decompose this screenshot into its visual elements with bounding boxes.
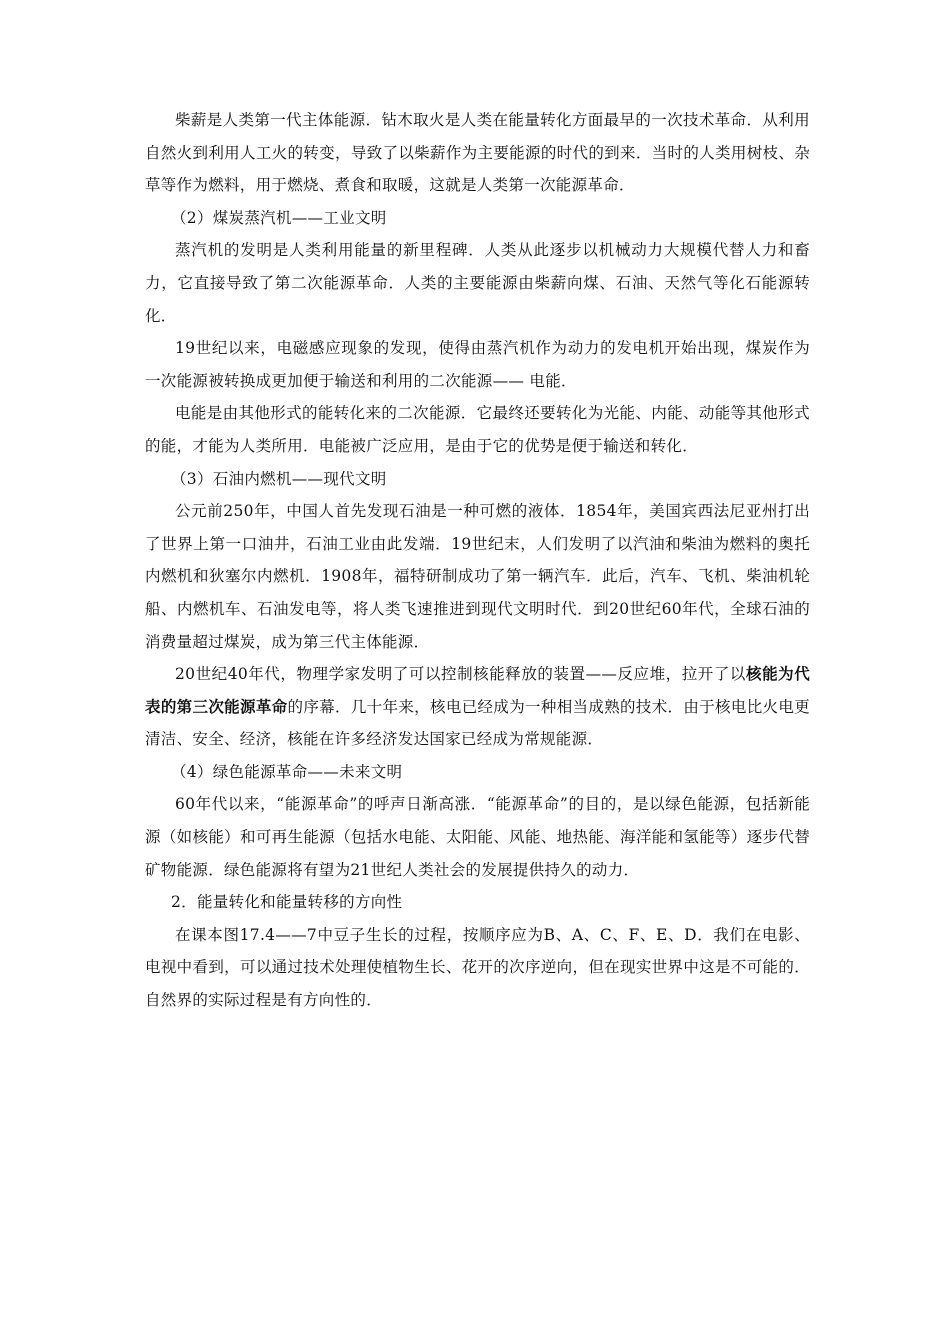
paragraph-bean-growth: 在课本图17.4——7中豆子生长的过程，按顺序应为B、A、C、F、E、D．我们在电影、电视中看到，可以通过技术处理使植物生长、花开的次序逆向，但在现实世界中这是不可能的．自然界的实际过程是有方向性的． — [145, 925, 810, 1010]
heading-oil-engine: （3）石油内燃机——现代文明 — [171, 469, 387, 488]
paragraph-electric-energy: 电能是由其他形式的能转化来的二次能源．它最终还要转化为光能、内能、动能等其他形式的能，才能为人类所用．电能被广泛应用，是由于它的优势是便于输送和转化． — [145, 404, 810, 455]
paragraph-oil-history: 公元前250年，中国人首先发现石油是一种可燃的液体．1854年，美国宾西法尼亚州打出了世界上第一口油井，石油工业由此发端．19世纪末，人们发明了以汽油和柴油为燃料的奥托内燃机和狄塞尔内燃机．1908年，福特研制成功了第一辆汽车．此后，汽车、飞机、柴油机轮船、内燃机车、石油发电等，将人类飞速推进到现代文明时代．到20世纪60年代，全球石油的消费量超过煤炭，成为第三代主体能源． — [145, 502, 810, 651]
heading-direction: 2．能量转化和能量转移的方向性 — [171, 893, 403, 912]
paragraph-electromagnetic: 19世纪以来，电磁感应现象的发现，使得由蒸汽机作为动力的发电机开始出现，煤炭作为一次能源被转换成更加便于输送和利用的二次能源—— 电能． — [145, 339, 810, 390]
nuclear-text-after: 的序幕．几十年来，核电已经成为一种相当成熟的技术．由于核电比火电更清洁、安全、经济，核能在许多经济发达国家已经成为常规能源． — [145, 697, 811, 749]
paragraph-firewood: 柴薪是人类第一代主体能源．钻木取火是人类在能量转化方面最早的一次技术革命．从利用自然火到利用人工火的转变，导致了以柴薪作为主要能源的时代的到来．当时的人类用树枝、杂草等作为燃料，用于燃烧、煮食和取暖，这就是人类第一次能源革命． — [145, 111, 810, 195]
paragraph-nuclear — [145, 658, 810, 756]
heading-coal-steam: （2）煤炭蒸汽机——工业文明 — [171, 208, 387, 227]
nuclear-bold-phrase: 核能为代表的第三次能源革命 — [145, 664, 810, 716]
paragraph-green-energy: 60年代以来，“能源革命”的呼声日渐高涨．“能源革命”的目的，是以绿色能源，包括新能源（如核能）和可再生能源（包括水电能、太阳能、风能、地热能、海洋能和氢能等）逐步代替矿物能源．绿色能源将有望为21世纪人类社会的发展提供持久的动力． — [145, 795, 810, 879]
paragraph-steam-engine: 蒸汽机的发明是人类利用能量的新里程碑．人类从此逐步以机械动力大规模代替人力和畜力，它直接导致了第二次能源革命．人类的主要能源由柴薪向煤、石油、天然气等化石能源转化． — [145, 241, 810, 325]
nuclear-text-before: 20世纪40年代，物理学家发明了可以控制核能释放的装置——反应堆，拉开了以 — [175, 665, 746, 684]
document-body — [145, 104, 810, 1017]
heading-green-energy: （4）绿色能源革命——未来文明 — [171, 762, 403, 781]
